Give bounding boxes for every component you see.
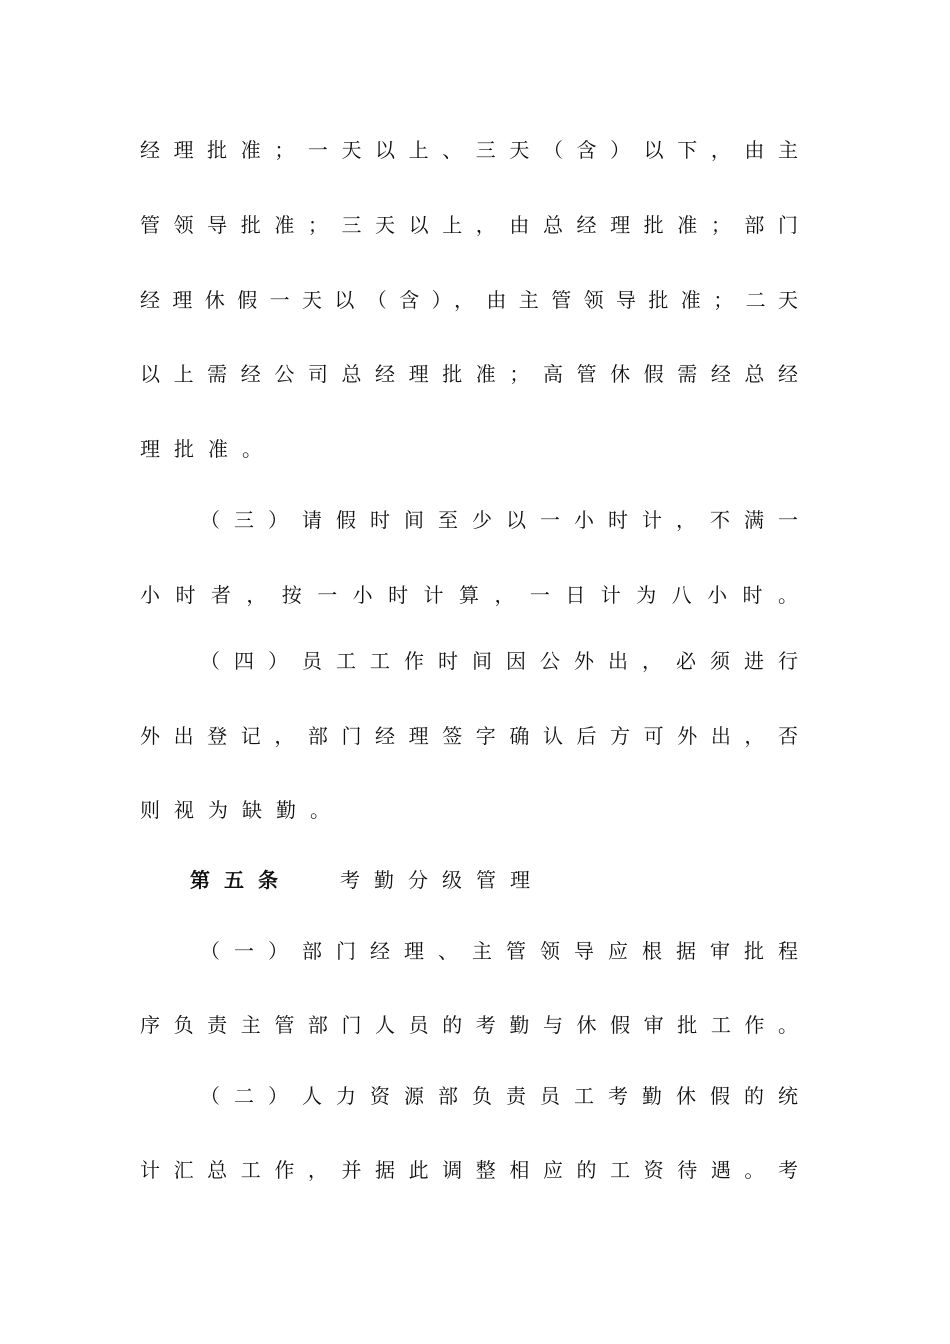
text-line: 小时者，按一小时计算，一日计为八小时。	[140, 583, 798, 607]
text-line: 序负责主管部门人员的考勤与休假审批工作。	[140, 1013, 798, 1037]
text-line: 经理休假一天以（含），由主管领导批准；二天	[140, 288, 798, 312]
text-line: 管领导批准；三天以上，由总经理批准；部门	[140, 213, 798, 237]
text-line: 理批准。	[140, 437, 276, 461]
paragraph-start-line: （一）部门经理、主管领导应根据审批程	[200, 939, 798, 963]
text-line: 则视为缺勤。	[140, 798, 344, 822]
paragraph-start-line: （四）员工工作时间因公外出，必须进行	[200, 649, 798, 673]
section-title: 考勤分级管理	[340, 868, 544, 892]
text-line: 外出登记，部门经理签字确认后方可外出，否	[140, 724, 798, 748]
section-heading	[190, 865, 544, 895]
text-line: 经理批准；一天以上、三天（含）以下，由主	[140, 138, 798, 162]
paragraph-start-line: （三）请假时间至少以一小时计，不满一	[200, 508, 798, 532]
text-line: 以上需经公司总经理批准；高管休假需经总经	[140, 362, 798, 386]
paragraph-start-line: （二）人力资源部负责员工考勤休假的统	[200, 1084, 798, 1108]
section-number: 第五条	[190, 868, 292, 892]
text-line: 计汇总工作，并据此调整相应的工资待遇。考	[140, 1158, 798, 1182]
